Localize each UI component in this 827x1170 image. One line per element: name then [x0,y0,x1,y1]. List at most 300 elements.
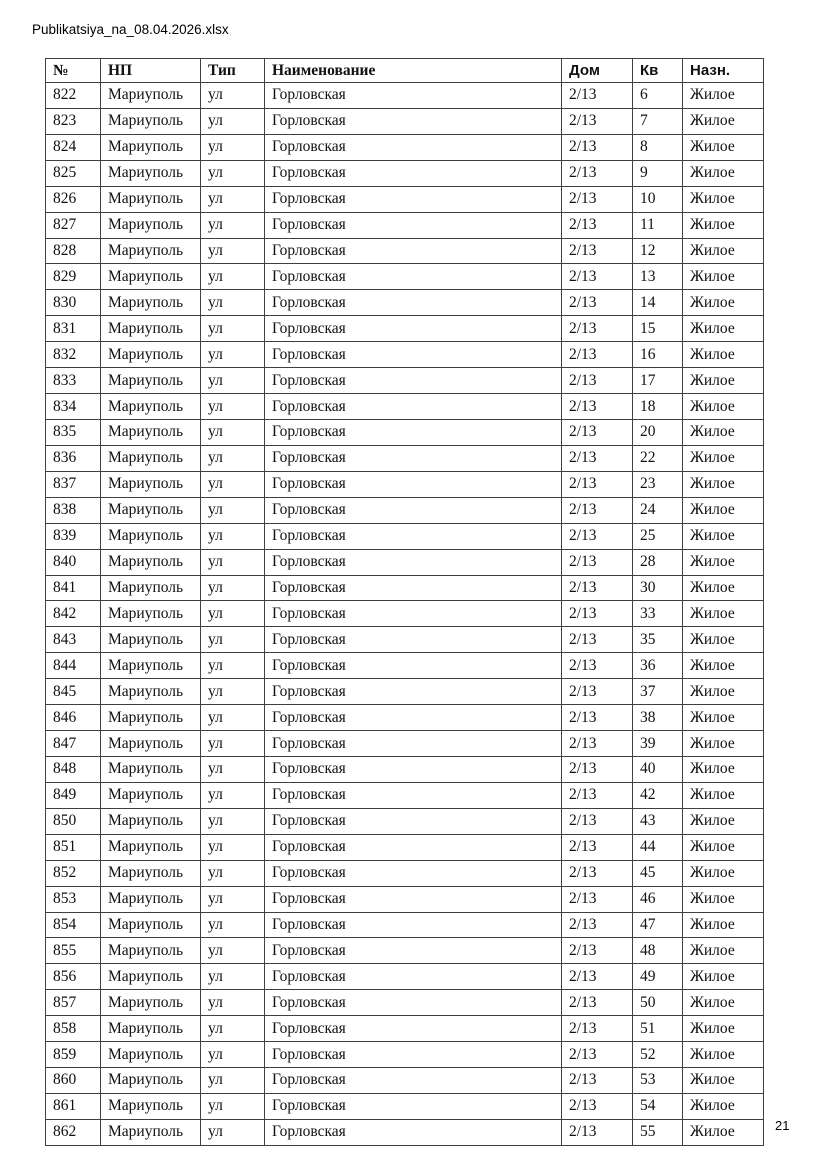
table-cell: Горловская [265,394,562,420]
table-row [46,83,764,109]
table-cell: 44 [633,834,683,860]
table-cell: 2/13 [562,575,633,601]
table-cell: Горловская [265,912,562,938]
table-cell: ул [201,1042,265,1068]
table-cell: 2/13 [562,342,633,368]
table-cell: Мариуполь [101,83,201,109]
table-cell: Горловская [265,160,562,186]
table-cell: 2/13 [562,886,633,912]
table-cell: ул [201,108,265,134]
table-cell: ул [201,471,265,497]
table-cell: 54 [633,1093,683,1119]
table-cell: 2/13 [562,471,633,497]
table-row [46,342,764,368]
table-row [46,860,764,886]
table-cell: 53 [633,1068,683,1094]
table-cell: Мариуполь [101,808,201,834]
table-cell: 837 [46,471,101,497]
table-cell: ул [201,316,265,342]
table-cell: 2/13 [562,419,633,445]
table-cell: 839 [46,523,101,549]
table-row [46,497,764,523]
table-cell: Мариуполь [101,1016,201,1042]
table-cell: Горловская [265,834,562,860]
table-cell: Жилое [683,290,764,316]
table-cell: Горловская [265,938,562,964]
table-row [46,394,764,420]
table-cell: Мариуполь [101,912,201,938]
table-cell: ул [201,1068,265,1094]
table-cell: Горловская [265,549,562,575]
table-cell: 850 [46,808,101,834]
table-cell: Жилое [683,782,764,808]
table-row [46,1068,764,1094]
table-cell: 2/13 [562,627,633,653]
table-row [46,134,764,160]
table-cell: 16 [633,342,683,368]
table-cell: 2/13 [562,1042,633,1068]
table-cell: 40 [633,756,683,782]
table-row [46,1093,764,1119]
table-cell: Жилое [683,549,764,575]
table-cell: Жилое [683,523,764,549]
table-cell: 2/13 [562,1016,633,1042]
table-cell: 2/13 [562,834,633,860]
table-cell: ул [201,834,265,860]
table-cell: Горловская [265,601,562,627]
table-cell: Горловская [265,679,562,705]
table-cell: 46 [633,886,683,912]
table-cell: 25 [633,523,683,549]
column-header: Дом [562,59,633,83]
table-cell: 20 [633,419,683,445]
table-cell: Жилое [683,1016,764,1042]
table-cell: 37 [633,679,683,705]
table-cell: Мариуполь [101,653,201,679]
table-cell: Горловская [265,108,562,134]
table-cell: ул [201,186,265,212]
table-cell: 38 [633,705,683,731]
table-row [46,964,764,990]
table-cell: 822 [46,83,101,109]
table-cell: Мариуполь [101,886,201,912]
table-cell: ул [201,912,265,938]
table-cell: 2/13 [562,134,633,160]
table-row [46,471,764,497]
table-cell: Жилое [683,1093,764,1119]
table-cell: ул [201,756,265,782]
table-cell: 55 [633,1119,683,1145]
table-cell: 33 [633,601,683,627]
table-row [46,756,764,782]
table-cell: ул [201,394,265,420]
table-cell: Жилое [683,860,764,886]
table-cell: 2/13 [562,1093,633,1119]
table-row [46,212,764,238]
table-row [46,549,764,575]
table-cell: Горловская [265,497,562,523]
table-cell: 39 [633,731,683,757]
table-cell: Горловская [265,419,562,445]
table-cell: 830 [46,290,101,316]
table-cell: 22 [633,445,683,471]
column-header: Тип [201,59,265,83]
table-cell: 840 [46,549,101,575]
table-cell: 2/13 [562,964,633,990]
table-cell: Горловская [265,705,562,731]
table-cell: Мариуполь [101,419,201,445]
table-cell: Жилое [683,497,764,523]
table-cell: Мариуполь [101,108,201,134]
table-cell: 8 [633,134,683,160]
table-cell: 10 [633,186,683,212]
table-cell: 42 [633,782,683,808]
table-cell: Мариуполь [101,471,201,497]
table-cell: 17 [633,368,683,394]
table-cell: 849 [46,782,101,808]
table-cell: ул [201,679,265,705]
table-cell: ул [201,964,265,990]
table-cell: 2/13 [562,912,633,938]
table-cell: Жилое [683,1068,764,1094]
table-cell: 2/13 [562,83,633,109]
table-cell: 2/13 [562,549,633,575]
table-cell: 28 [633,549,683,575]
table-cell: Жилое [683,886,764,912]
table-cell: ул [201,445,265,471]
table-cell: 845 [46,679,101,705]
table-cell: 857 [46,990,101,1016]
table-cell: Мариуполь [101,368,201,394]
table-cell: 2/13 [562,860,633,886]
table-cell: 45 [633,860,683,886]
table-cell: 2/13 [562,160,633,186]
table-cell: Горловская [265,264,562,290]
table-cell: 2/13 [562,601,633,627]
table-cell: 833 [46,368,101,394]
table-cell: Мариуполь [101,316,201,342]
table-cell: 852 [46,860,101,886]
page-number: 21 [775,1118,790,1133]
table-cell: Горловская [265,886,562,912]
document-filename: Publikatsiya_na_08.04.2026.xlsx [32,22,229,37]
table-cell: 825 [46,160,101,186]
table-cell: ул [201,886,265,912]
table-cell: ул [201,938,265,964]
column-header: Кв [633,59,683,83]
table-cell: Жилое [683,601,764,627]
table-row [46,1016,764,1042]
table-cell: 52 [633,1042,683,1068]
table-cell: 48 [633,938,683,964]
table-cell: ул [201,212,265,238]
table-cell: Горловская [265,342,562,368]
table-row [46,445,764,471]
table-cell: Жилое [683,575,764,601]
table-cell: 23 [633,471,683,497]
table-body [46,83,764,1146]
table-cell: 14 [633,290,683,316]
table-cell: Жилое [683,368,764,394]
table-cell: ул [201,575,265,601]
table-row [46,808,764,834]
table-cell: 49 [633,964,683,990]
table-row [46,108,764,134]
table-cell: 854 [46,912,101,938]
table-cell: Мариуполь [101,160,201,186]
table-cell: 2/13 [562,238,633,264]
table-cell: 829 [46,264,101,290]
table-cell: 826 [46,186,101,212]
table-cell: Жилое [683,238,764,264]
table-cell: Жилое [683,964,764,990]
table-cell: 853 [46,886,101,912]
table-cell: ул [201,705,265,731]
table-cell: Горловская [265,1042,562,1068]
table-cell: ул [201,238,265,264]
table-cell: Жилое [683,186,764,212]
table-cell: Жилое [683,808,764,834]
table-cell: ул [201,1119,265,1145]
table-cell: 861 [46,1093,101,1119]
table-cell: 835 [46,419,101,445]
table-cell: 2/13 [562,679,633,705]
table-cell: Горловская [265,1119,562,1145]
table-cell: 43 [633,808,683,834]
table-cell: 838 [46,497,101,523]
table-cell: 841 [46,575,101,601]
table-cell: Горловская [265,290,562,316]
table-cell: Жилое [683,108,764,134]
table-row [46,627,764,653]
table-cell: ул [201,523,265,549]
table-cell: 13 [633,264,683,290]
table-row [46,938,764,964]
table-cell: 824 [46,134,101,160]
table-cell: Жилое [683,705,764,731]
table-cell: 843 [46,627,101,653]
table-cell: 851 [46,834,101,860]
table-cell: Жилое [683,212,764,238]
table-cell: Мариуполь [101,264,201,290]
table-cell: 24 [633,497,683,523]
table-cell: ул [201,549,265,575]
table-cell: ул [201,497,265,523]
table-cell: 2/13 [562,445,633,471]
table-cell: 842 [46,601,101,627]
table-row [46,1119,764,1145]
table-cell: Мариуполь [101,990,201,1016]
table-cell: Жилое [683,471,764,497]
table-cell: Горловская [265,1068,562,1094]
table-row [46,290,764,316]
table-cell: 832 [46,342,101,368]
table-cell: 7 [633,108,683,134]
table-cell: 2/13 [562,290,633,316]
table-cell: 856 [46,964,101,990]
table-cell: Горловская [265,238,562,264]
table-cell: 2/13 [562,497,633,523]
table-cell: 847 [46,731,101,757]
table-row [46,264,764,290]
table-cell: Жилое [683,445,764,471]
table-cell: Мариуполь [101,342,201,368]
table-cell: Жилое [683,679,764,705]
table-cell: 846 [46,705,101,731]
table-cell: Мариуполь [101,731,201,757]
table-row [46,186,764,212]
table-cell: 862 [46,1119,101,1145]
table-row [46,834,764,860]
table-cell: Мариуполь [101,212,201,238]
table-header-row [46,59,764,83]
table-row [46,782,764,808]
table-cell: Жилое [683,83,764,109]
table-cell: 823 [46,108,101,134]
table-cell: Горловская [265,83,562,109]
column-header: № [46,59,101,83]
table-row [46,731,764,757]
table-cell: Мариуполь [101,575,201,601]
table-cell: Мариуполь [101,523,201,549]
table-cell: Горловская [265,782,562,808]
table-cell: 2/13 [562,808,633,834]
table-cell: Мариуполь [101,1042,201,1068]
table-cell: ул [201,160,265,186]
table-cell: 827 [46,212,101,238]
table-row [46,912,764,938]
table-cell: Горловская [265,134,562,160]
table-cell: Мариуполь [101,134,201,160]
table-cell: ул [201,134,265,160]
table-cell: 855 [46,938,101,964]
table-cell: 2/13 [562,731,633,757]
table-cell: Мариуполь [101,290,201,316]
table-cell: ул [201,808,265,834]
table-cell: 2/13 [562,212,633,238]
table-cell: Мариуполь [101,938,201,964]
table-cell: 2/13 [562,782,633,808]
table-cell: ул [201,990,265,1016]
table-cell: Горловская [265,1093,562,1119]
table-cell: Жилое [683,134,764,160]
table-cell: ул [201,731,265,757]
table-cell: Горловская [265,808,562,834]
table-cell: Горловская [265,445,562,471]
table-row [46,1042,764,1068]
table-cell: Жилое [683,394,764,420]
table-row [46,653,764,679]
table-cell: 2/13 [562,186,633,212]
table-cell: 2/13 [562,108,633,134]
table-cell: Мариуполь [101,394,201,420]
table-row [46,886,764,912]
table-cell: Горловская [265,523,562,549]
table-cell: Мариуполь [101,601,201,627]
table-row [46,368,764,394]
table-cell: Горловская [265,756,562,782]
table-cell: Горловская [265,368,562,394]
table-cell: Жилое [683,990,764,1016]
table-cell: ул [201,782,265,808]
table-cell: Мариуполь [101,549,201,575]
table-cell: ул [201,419,265,445]
table-cell: 836 [46,445,101,471]
table-cell: 47 [633,912,683,938]
table-cell: Жилое [683,342,764,368]
table-cell: Жилое [683,834,764,860]
table-cell: Жилое [683,627,764,653]
table-cell: 15 [633,316,683,342]
table-cell: Горловская [265,964,562,990]
table-cell: Жилое [683,1119,764,1145]
table-row [46,679,764,705]
table-cell: 2/13 [562,705,633,731]
table-row [46,419,764,445]
table-row [46,705,764,731]
table-cell: 30 [633,575,683,601]
table-row [46,575,764,601]
table-cell: ул [201,1016,265,1042]
data-table [45,58,764,1146]
table-cell: ул [201,653,265,679]
table-cell: Мариуполь [101,964,201,990]
table-cell: ул [201,83,265,109]
table-cell: Горловская [265,186,562,212]
table-row [46,523,764,549]
table-cell: ул [201,342,265,368]
table-cell: Горловская [265,990,562,1016]
table-cell: 50 [633,990,683,1016]
table-cell: 6 [633,83,683,109]
table-cell: Мариуполь [101,497,201,523]
table-cell: Жилое [683,160,764,186]
table-cell: Жилое [683,912,764,938]
table-cell: Мариуполь [101,627,201,653]
table-cell: 2/13 [562,368,633,394]
table-cell: Жилое [683,653,764,679]
table-cell: 858 [46,1016,101,1042]
table-cell: Жилое [683,756,764,782]
table-cell: 9 [633,160,683,186]
table-cell: 831 [46,316,101,342]
table-cell: Жилое [683,419,764,445]
table-cell: 848 [46,756,101,782]
table-cell: 11 [633,212,683,238]
table-cell: Жилое [683,938,764,964]
table-cell: 2/13 [562,523,633,549]
table-cell: ул [201,601,265,627]
table-cell: 35 [633,627,683,653]
column-header: Наименование [265,59,562,83]
table-cell: 859 [46,1042,101,1068]
table-cell: 2/13 [562,264,633,290]
table-cell: Мариуполь [101,834,201,860]
table-cell: ул [201,368,265,394]
table-cell: ул [201,627,265,653]
table-cell: Горловская [265,653,562,679]
table-cell: Горловская [265,575,562,601]
table-cell: 18 [633,394,683,420]
column-header: НП [101,59,201,83]
table-cell: 860 [46,1068,101,1094]
table-cell: 2/13 [562,316,633,342]
table-cell: Горловская [265,731,562,757]
table-cell: Горловская [265,212,562,238]
table-cell: Жилое [683,316,764,342]
table-cell: 12 [633,238,683,264]
table-cell: Жилое [683,1042,764,1068]
